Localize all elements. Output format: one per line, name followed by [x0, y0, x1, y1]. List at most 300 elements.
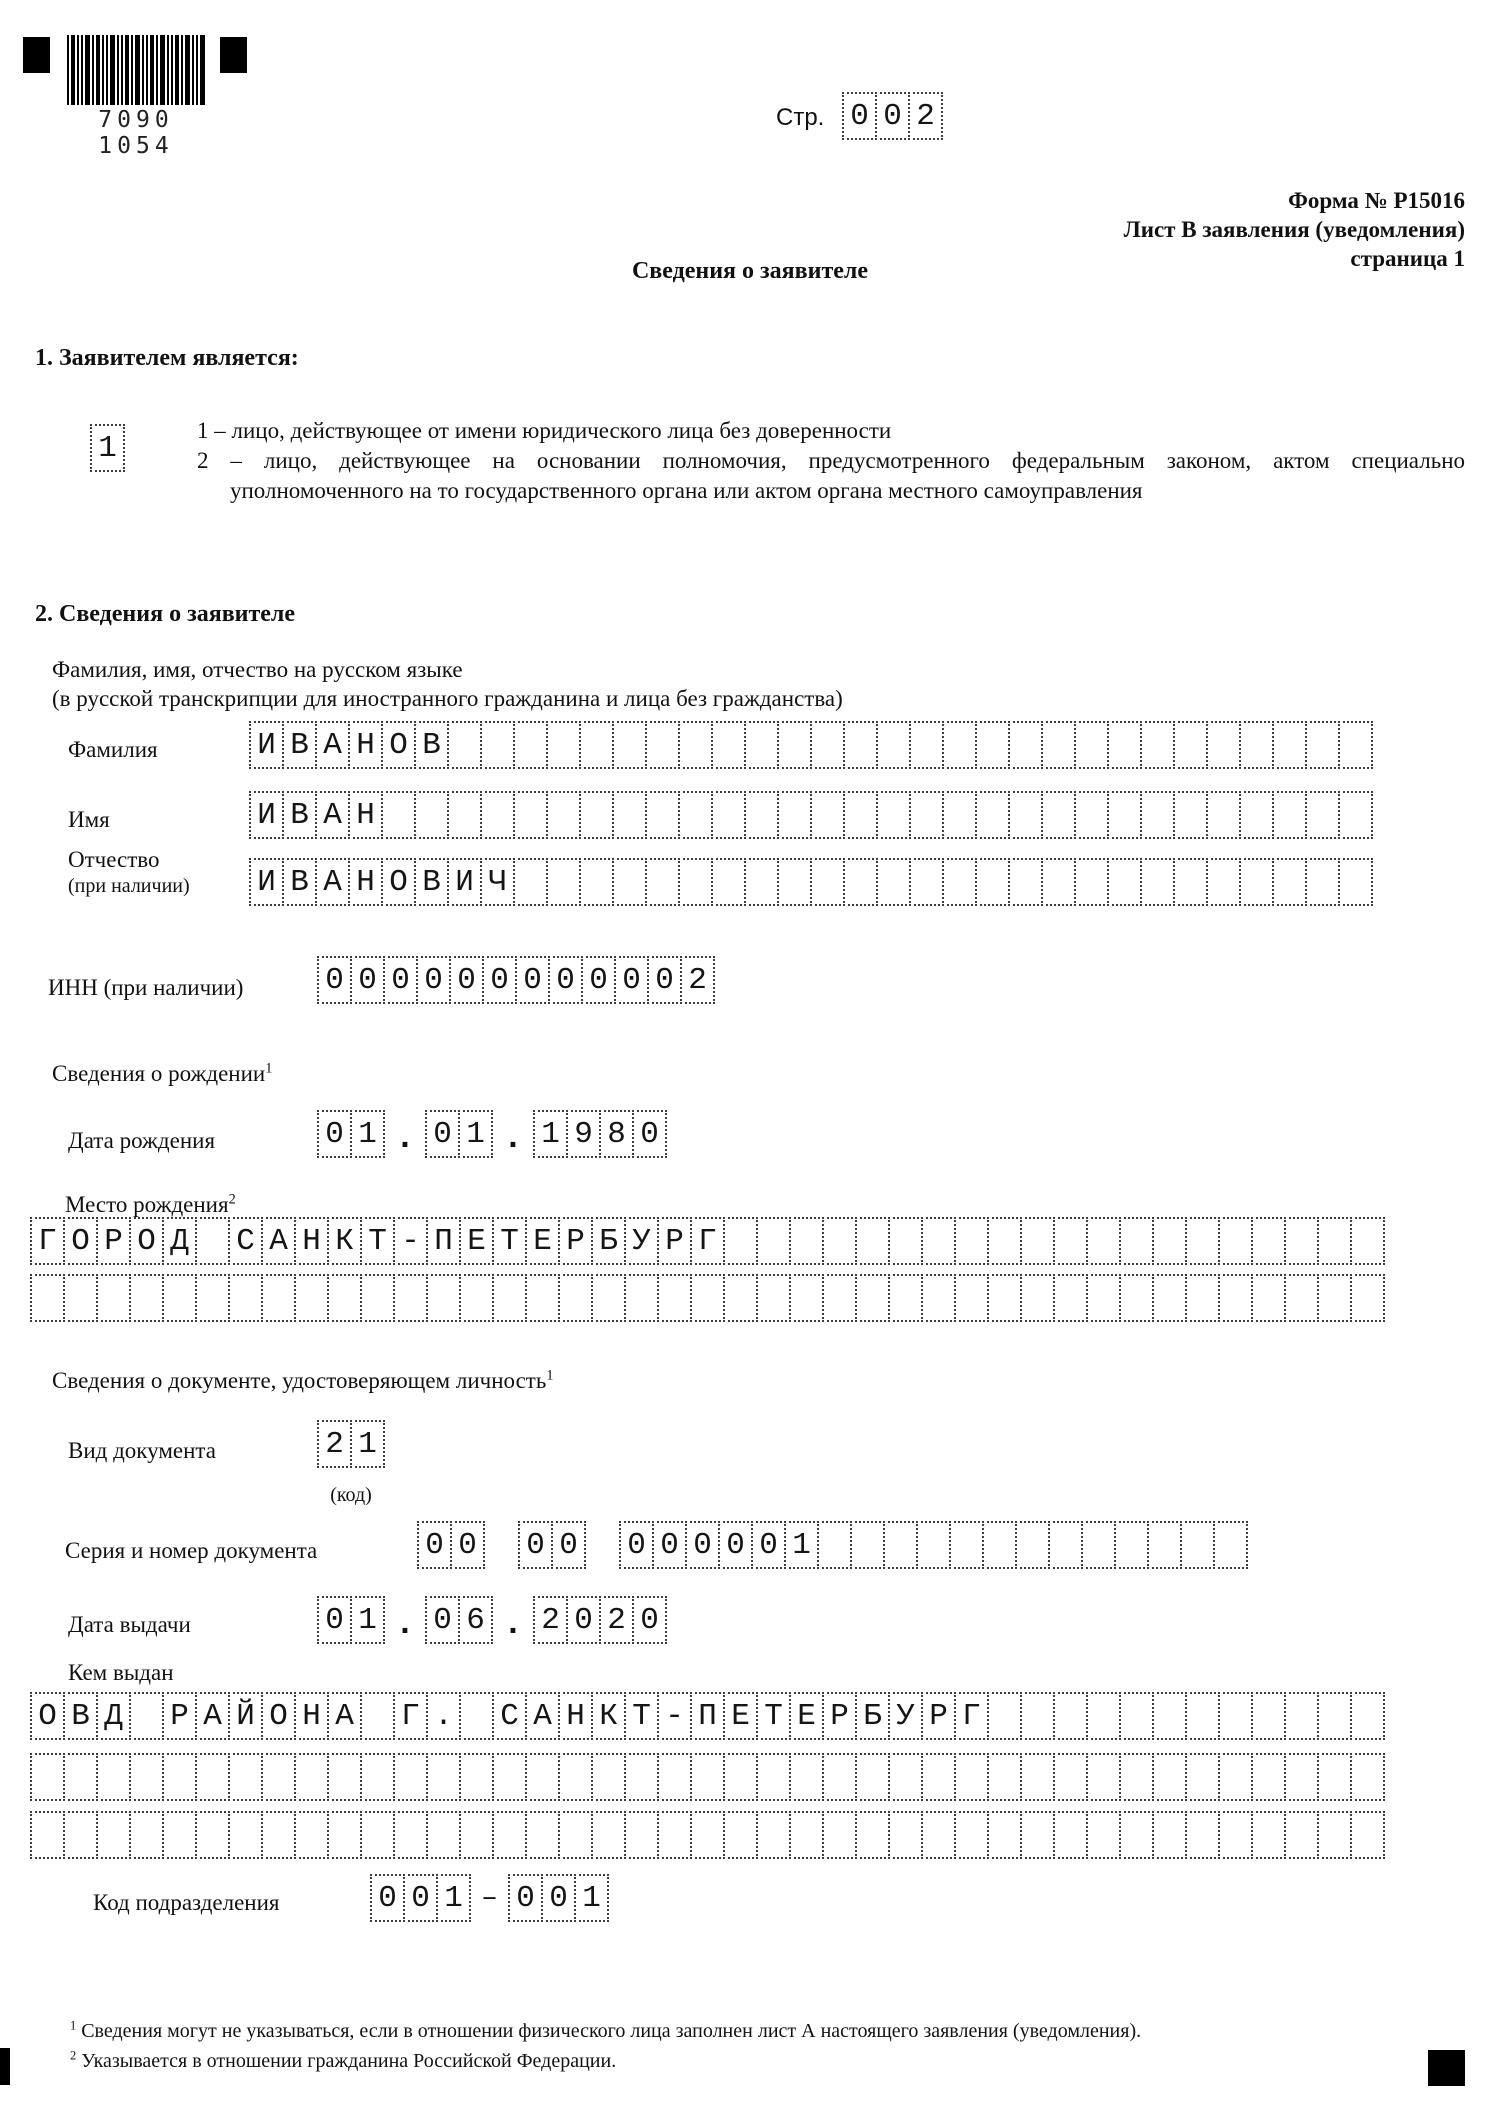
birth-date-label: Дата рождения — [68, 1128, 216, 1153]
char-cell — [690, 1811, 725, 1859]
char-cell — [987, 1274, 1022, 1322]
char-cell — [843, 791, 878, 839]
char-cell — [744, 858, 779, 906]
char-cell — [678, 721, 713, 769]
char-cell — [195, 1753, 230, 1801]
char-cell: 0 — [518, 1521, 553, 1569]
char-cell — [162, 1274, 197, 1322]
char-cell: И — [249, 791, 284, 839]
char-cell — [612, 791, 647, 839]
char-cell: А — [525, 1692, 560, 1740]
char-cell — [1053, 1753, 1088, 1801]
page-title: Сведения о заявителе — [631, 258, 869, 284]
char-cell — [1284, 1811, 1319, 1859]
char-cell: Е — [459, 1217, 494, 1265]
char-cell — [789, 1811, 824, 1859]
footnote-1 — [70, 2016, 1410, 2046]
patronymic-label — [68, 847, 190, 899]
char-cell: Д — [162, 1217, 197, 1265]
char-cell — [855, 1811, 890, 1859]
char-cell — [393, 1811, 428, 1859]
registration-mark-top-left-2 — [220, 37, 247, 73]
char-cell: 0 — [875, 92, 910, 140]
char-cell — [1008, 721, 1043, 769]
char-cell — [558, 1753, 593, 1801]
char-cell — [822, 1274, 857, 1322]
char-cell — [63, 1811, 98, 1859]
char-cell — [756, 1811, 791, 1859]
char-cell: 1 — [350, 1420, 385, 1468]
char-cell: 0 — [508, 1874, 543, 1922]
char-cell: П — [690, 1692, 725, 1740]
char-cell — [690, 1753, 725, 1801]
char-cell: Р — [822, 1692, 857, 1740]
char-cell — [228, 1811, 263, 1859]
char-cell — [855, 1217, 890, 1265]
document-type-grid — [317, 1420, 385, 1468]
char-cell — [888, 1753, 923, 1801]
char-cell: У — [624, 1217, 659, 1265]
char-cell — [30, 1753, 65, 1801]
char-cell — [876, 858, 911, 906]
char-cell: 0 — [751, 1521, 786, 1569]
applicant-type-options — [197, 416, 1465, 506]
char-cell: Е — [525, 1217, 560, 1265]
char-cell — [1008, 791, 1043, 839]
char-cell: Н — [348, 721, 383, 769]
char-cell — [954, 1811, 989, 1859]
birth-place-label-text: Место рождения — [65, 1192, 229, 1217]
char-cell — [261, 1753, 296, 1801]
char-cell — [1086, 1753, 1121, 1801]
char-cell: Б — [591, 1217, 626, 1265]
birth-place-grid-row1 — [30, 1217, 1385, 1265]
char-cell — [756, 1274, 791, 1322]
char-cell — [30, 1274, 65, 1322]
char-cell — [1107, 858, 1142, 906]
char-cell — [789, 1274, 824, 1322]
char-cell: 0 — [317, 1596, 352, 1644]
char-cell: В — [282, 721, 317, 769]
char-cell: И — [249, 858, 284, 906]
char-cell — [1086, 1811, 1121, 1859]
char-cell — [942, 858, 977, 906]
char-cell — [1119, 1811, 1154, 1859]
char-cell — [1305, 721, 1340, 769]
char-cell — [591, 1274, 626, 1322]
char-cell — [975, 721, 1010, 769]
char-cell — [1020, 1217, 1055, 1265]
char-cell: 1 — [350, 1110, 385, 1158]
series-gap — [485, 1521, 518, 1569]
char-cell — [1015, 1521, 1050, 1569]
patronymic-label-main: Отчество — [68, 847, 160, 872]
char-cell — [360, 1274, 395, 1322]
char-cell — [942, 791, 977, 839]
char-cell — [1152, 1692, 1187, 1740]
char-cell — [1086, 1274, 1121, 1322]
char-cell: 0 — [317, 956, 352, 1004]
char-cell — [855, 1274, 890, 1322]
char-cell: 0 — [581, 956, 616, 1004]
char-cell — [228, 1753, 263, 1801]
char-cell — [294, 1811, 329, 1859]
char-cell: 0 — [619, 1521, 654, 1569]
char-cell: 1 — [533, 1110, 568, 1158]
char-cell — [162, 1753, 197, 1801]
date-separator: . — [394, 1606, 416, 1644]
char-cell — [1239, 791, 1274, 839]
footnote-1-text: Сведения могут не указываться, если в отношении физического лица заполнен лист А настоящего заявления (уведомления). — [81, 2020, 1142, 2042]
char-cell: Т — [624, 1692, 659, 1740]
char-cell — [195, 1811, 230, 1859]
char-cell: О — [63, 1217, 98, 1265]
char-cell — [426, 1753, 461, 1801]
char-cell — [1350, 1217, 1385, 1265]
char-cell — [942, 721, 977, 769]
char-cell: Г — [690, 1217, 725, 1265]
char-cell: 1 — [90, 424, 125, 472]
surname-input-grid — [249, 721, 1373, 769]
fio-caption — [52, 655, 843, 713]
char-cell — [876, 721, 911, 769]
char-cell: 0 — [566, 1596, 601, 1644]
char-cell: В — [414, 721, 449, 769]
identity-document-heading-text: Сведения о документе, удостоверяющем личность — [52, 1368, 547, 1393]
char-cell — [513, 858, 548, 906]
char-cell — [1218, 1217, 1253, 1265]
footnotes — [70, 2016, 1410, 2076]
char-cell — [1317, 1217, 1352, 1265]
char-cell — [1185, 1274, 1220, 1322]
char-cell: 0 — [551, 1521, 586, 1569]
char-cell — [1338, 791, 1373, 839]
issuer-grid-row1 — [30, 1692, 1385, 1740]
char-cell — [921, 1274, 956, 1322]
char-cell: 0 — [614, 956, 649, 1004]
char-cell — [414, 791, 449, 839]
date-separator: . — [502, 1606, 524, 1644]
char-cell — [525, 1753, 560, 1801]
series-part2-cells — [518, 1521, 586, 1569]
char-cell — [327, 1811, 362, 1859]
char-cell — [711, 791, 746, 839]
barcode-digits: 7090 1054 — [98, 107, 174, 159]
footnote-2-marker: 2 — [70, 2048, 77, 2063]
char-cell — [711, 858, 746, 906]
char-cell — [1239, 858, 1274, 906]
char-cell — [1173, 721, 1208, 769]
char-cell — [645, 721, 680, 769]
char-cell — [129, 1274, 164, 1322]
char-cell: 0 — [425, 1596, 460, 1644]
char-cell — [480, 721, 515, 769]
char-cell: Г — [954, 1692, 989, 1740]
inn-input-grid — [317, 956, 715, 1004]
department-code-separator: – — [481, 1882, 498, 1914]
char-cell — [1074, 721, 1109, 769]
char-cell — [96, 1274, 131, 1322]
char-cell — [1317, 1692, 1352, 1740]
char-cell: 8 — [599, 1110, 634, 1158]
char-cell: 0 — [416, 956, 451, 1004]
identity-document-heading-footnote-ref: 1 — [546, 1367, 554, 1384]
char-cell: Й — [228, 1692, 263, 1740]
char-cell — [822, 1753, 857, 1801]
char-cell — [723, 1217, 758, 1265]
char-cell — [1218, 1753, 1253, 1801]
document-series-label: Серия и номер документа — [65, 1538, 318, 1563]
char-cell: И — [447, 858, 482, 906]
char-cell — [909, 791, 944, 839]
char-cell — [480, 791, 515, 839]
char-cell — [612, 721, 647, 769]
inn-label: ИНН (при наличии) — [48, 975, 244, 1000]
char-cell — [1213, 1521, 1248, 1569]
char-cell — [393, 1753, 428, 1801]
char-cell: Н — [348, 858, 383, 906]
char-cell: О — [30, 1692, 65, 1740]
char-cell: 0 — [317, 1110, 352, 1158]
page-number-cells — [842, 92, 943, 140]
document-type-code-caption: (код) — [330, 1484, 372, 1506]
char-cell: Т — [360, 1217, 395, 1265]
char-cell — [1251, 1692, 1286, 1740]
char-cell: Р — [921, 1692, 956, 1740]
char-cell — [195, 1217, 230, 1265]
char-cell: 0 — [652, 1521, 687, 1569]
char-cell: 0 — [541, 1874, 576, 1922]
char-cell — [1173, 858, 1208, 906]
char-cell — [1020, 1811, 1055, 1859]
char-cell: 0 — [383, 956, 418, 1004]
char-cell: В — [282, 791, 317, 839]
char-cell — [459, 1274, 494, 1322]
char-cell — [261, 1274, 296, 1322]
char-cell — [954, 1274, 989, 1322]
char-cell — [843, 858, 878, 906]
char-cell: А — [315, 791, 350, 839]
date-separator: . — [394, 1120, 416, 1158]
char-cell: 2 — [908, 92, 943, 140]
char-cell: Н — [294, 1692, 329, 1740]
char-cell — [1140, 858, 1175, 906]
char-cell — [1053, 1692, 1088, 1740]
char-cell — [1251, 1753, 1286, 1801]
char-cell — [546, 721, 581, 769]
char-cell: 0 — [425, 1110, 460, 1158]
char-cell — [447, 721, 482, 769]
char-cell — [1107, 791, 1142, 839]
char-cell — [744, 721, 779, 769]
char-cell: Р — [162, 1692, 197, 1740]
char-cell — [657, 1274, 692, 1322]
char-cell — [1020, 1753, 1055, 1801]
char-cell — [756, 1753, 791, 1801]
identity-document-heading — [52, 1368, 553, 1394]
char-cell: В — [63, 1692, 98, 1740]
char-cell — [30, 1811, 65, 1859]
char-cell — [447, 791, 482, 839]
char-cell: 1 — [574, 1874, 609, 1922]
char-cell — [1074, 858, 1109, 906]
char-cell: П — [426, 1217, 461, 1265]
department-code-part1-cells — [370, 1874, 471, 1922]
char-cell — [1239, 721, 1274, 769]
fio-caption-line1: Фамилия, имя, отчество на русском языке — [52, 657, 463, 682]
char-cell: - — [393, 1217, 428, 1265]
char-cell — [1272, 721, 1307, 769]
char-cell — [129, 1811, 164, 1859]
char-cell — [1147, 1521, 1182, 1569]
char-cell: 2 — [317, 1420, 352, 1468]
char-cell — [822, 1811, 857, 1859]
char-cell — [678, 791, 713, 839]
patronymic-label-note: (при наличии) — [68, 875, 190, 897]
char-cell — [1086, 1217, 1121, 1265]
char-cell: 0 — [370, 1874, 405, 1922]
char-cell — [1251, 1274, 1286, 1322]
char-cell — [1218, 1692, 1253, 1740]
char-cell — [883, 1521, 918, 1569]
char-cell — [817, 1521, 852, 1569]
char-cell — [1020, 1274, 1055, 1322]
section2-heading: 2. Сведения о заявителе — [35, 601, 296, 627]
char-cell: У — [888, 1692, 923, 1740]
char-cell — [822, 1217, 857, 1265]
option-1: 1 – лицо, действующее от имени юридического лица без доверенности — [197, 418, 892, 443]
char-cell — [360, 1692, 395, 1740]
char-cell — [916, 1521, 951, 1569]
char-cell — [1107, 721, 1142, 769]
char-cell — [1305, 791, 1340, 839]
char-cell — [261, 1811, 296, 1859]
char-cell: 0 — [632, 1110, 667, 1158]
issuer-grid-row3 — [30, 1811, 1385, 1859]
char-cell — [843, 721, 878, 769]
series-part1-cells — [417, 1521, 485, 1569]
date-separator: . — [502, 1120, 524, 1158]
char-cell — [657, 1811, 692, 1859]
char-cell — [982, 1521, 1017, 1569]
char-cell: Е — [789, 1692, 824, 1740]
department-code-label: Код подразделения — [93, 1890, 280, 1915]
char-cell — [1114, 1521, 1149, 1569]
char-cell: 1 — [784, 1521, 819, 1569]
char-cell: Д — [96, 1692, 131, 1740]
registration-mark-bottom-right — [1428, 2050, 1465, 2086]
document-number-cells — [619, 1521, 1248, 1569]
char-cell: 0 — [647, 956, 682, 1004]
char-cell — [789, 1753, 824, 1801]
registration-mark-top-left-1 — [23, 37, 50, 73]
char-cell — [777, 858, 812, 906]
char-cell — [954, 1753, 989, 1801]
char-cell: Р — [657, 1217, 692, 1265]
char-cell — [921, 1811, 956, 1859]
char-cell — [579, 791, 614, 839]
char-cell — [987, 1753, 1022, 1801]
char-cell — [513, 721, 548, 769]
char-cell — [96, 1811, 131, 1859]
char-cell — [1053, 1811, 1088, 1859]
char-cell — [327, 1753, 362, 1801]
char-cell: 0 — [632, 1596, 667, 1644]
char-cell — [909, 721, 944, 769]
char-cell — [810, 791, 845, 839]
char-cell — [987, 1217, 1022, 1265]
char-cell — [1251, 1811, 1286, 1859]
char-cell: А — [315, 858, 350, 906]
char-cell — [1173, 791, 1208, 839]
char-cell — [162, 1811, 197, 1859]
char-cell — [360, 1811, 395, 1859]
char-cell: С — [492, 1692, 527, 1740]
char-cell: О — [381, 858, 416, 906]
char-cell — [228, 1274, 263, 1322]
char-cell: В — [282, 858, 317, 906]
char-cell — [1008, 858, 1043, 906]
birth-place-grid-row2 — [30, 1274, 1385, 1322]
char-cell — [756, 1217, 791, 1265]
char-cell — [723, 1753, 758, 1801]
char-cell — [426, 1811, 461, 1859]
document-type-label: Вид документа — [68, 1438, 216, 1463]
surname-label: Фамилия — [68, 737, 158, 762]
char-cell — [987, 1811, 1022, 1859]
char-cell: Г — [393, 1692, 428, 1740]
char-cell — [1284, 1274, 1319, 1322]
char-cell — [810, 721, 845, 769]
registration-mark-bottom-left — [0, 2048, 10, 2085]
char-cell: О — [381, 721, 416, 769]
char-cell — [63, 1274, 98, 1322]
birth-place-label — [65, 1192, 236, 1218]
char-cell — [558, 1811, 593, 1859]
char-cell: 2 — [680, 956, 715, 1004]
char-cell: Р — [558, 1217, 593, 1265]
char-cell — [1206, 858, 1241, 906]
char-cell — [294, 1274, 329, 1322]
char-cell: Н — [348, 791, 383, 839]
firstname-input-grid — [249, 791, 1373, 839]
char-cell: 9 — [566, 1110, 601, 1158]
char-cell: С — [228, 1217, 263, 1265]
char-cell — [777, 721, 812, 769]
char-cell: А — [315, 721, 350, 769]
char-cell — [393, 1274, 428, 1322]
issue-date-label: Дата выдачи — [68, 1612, 191, 1637]
char-cell: 1 — [458, 1110, 493, 1158]
char-cell: 0 — [685, 1521, 720, 1569]
issue-date-day-cells — [317, 1596, 385, 1644]
series-gap — [586, 1521, 619, 1569]
char-cell — [129, 1692, 164, 1740]
char-cell: 0 — [482, 956, 517, 1004]
char-cell — [1317, 1753, 1352, 1801]
char-cell: 0 — [718, 1521, 753, 1569]
char-cell — [1119, 1753, 1154, 1801]
barcode — [67, 35, 205, 105]
char-cell — [1317, 1811, 1352, 1859]
char-cell — [1206, 791, 1241, 839]
char-cell — [690, 1274, 725, 1322]
char-cell — [1284, 1217, 1319, 1265]
char-cell — [1350, 1811, 1385, 1859]
char-cell — [1119, 1217, 1154, 1265]
char-cell — [1140, 791, 1175, 839]
char-cell: Б — [855, 1692, 890, 1740]
